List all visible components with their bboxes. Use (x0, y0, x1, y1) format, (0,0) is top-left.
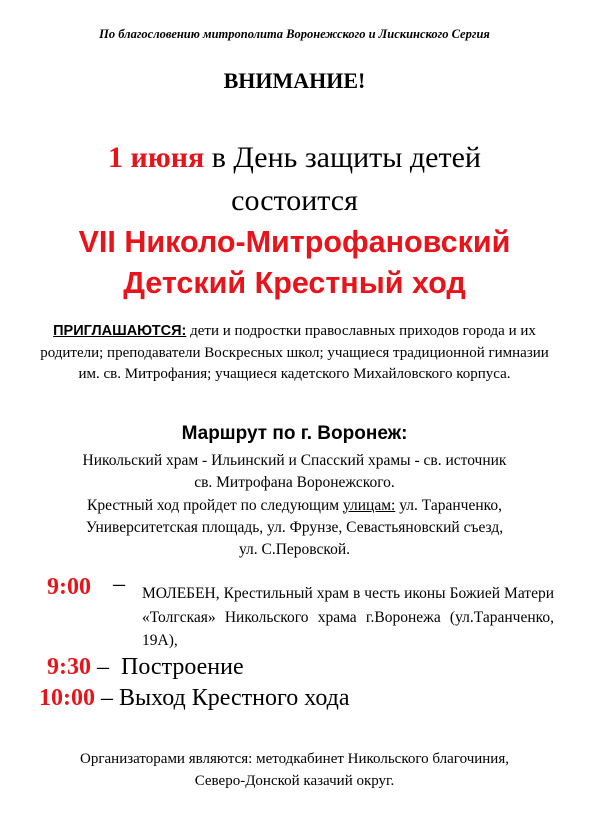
route-line-3-start: Крестный ход пройдет по следующим (86, 496, 343, 514)
date-line (0, 139, 589, 177)
invitation-label: ПРИГЛАШАЮТСЯ: (53, 323, 187, 339)
event-title-line-1: VII Николо-Митрофановский (78, 225, 511, 259)
route-line-4: Университетская площадь, ул. Фрунзе, Севастьяновский съезд, (85, 518, 504, 536)
route-description (14, 450, 575, 561)
streets-label: улицам: (342, 496, 396, 514)
route-line-1: Никольский храм - Ильинский и Спасский храмы - св. источник (82, 452, 507, 469)
schedule-time: 10:00 (39, 685, 95, 711)
route-title: Маршрут по г. Воронеж: (181, 423, 408, 444)
event-title-line-2: Детский Крестный ход (123, 266, 466, 300)
schedule-description: – Построение (91, 654, 244, 680)
schedule-time: 9:30 (47, 654, 91, 680)
blessing-line: По благословению митрополита Воронежского и Лискинского Сергия (99, 27, 490, 41)
schedule-description: МОЛЕБЕН, Крестильный храм в честь иконы Божией Матери «Толгская» Никольского храма г.Воронежа (ул.Таранченко, 19А), (142, 585, 554, 649)
schedule-item-formation (47, 654, 589, 681)
will-take-place-line: состоится (231, 184, 358, 217)
event-title (0, 222, 589, 304)
schedule-dash: – (113, 571, 125, 597)
attention-heading: ВНИМАНИЕ! (223, 68, 366, 93)
invitation-paragraph (28, 321, 561, 386)
organizers-line-2: Северо-Донской казачий округ. (194, 773, 395, 789)
schedule-item-procession-start (39, 685, 589, 712)
organizers-line-1: Организаторами являются: методкабинет Никольского благочиния, (80, 751, 509, 767)
route-line-3-end: ул. Таранченко, (395, 496, 502, 514)
invitation-text: дети и подростки православных приходов города и их родители; преподаватели Воскресных школ; учащиеся традиционной гимназии им. св. Митрофания; учащиеся кадетского Михайловского корпуса. (40, 323, 549, 382)
event-date: 1 июня (108, 141, 205, 174)
route-line-3 (14, 495, 575, 517)
schedule-description: – Выход Крестного хода (95, 685, 350, 711)
schedule-time: 9:00 (47, 574, 91, 600)
route-line-5: ул. С.Перовской. (238, 541, 351, 559)
date-line-rest: в День защиты детей (204, 141, 481, 174)
route-line-2: св. Митрофана Воронежского. (194, 474, 395, 492)
organizers-footer (0, 748, 589, 792)
